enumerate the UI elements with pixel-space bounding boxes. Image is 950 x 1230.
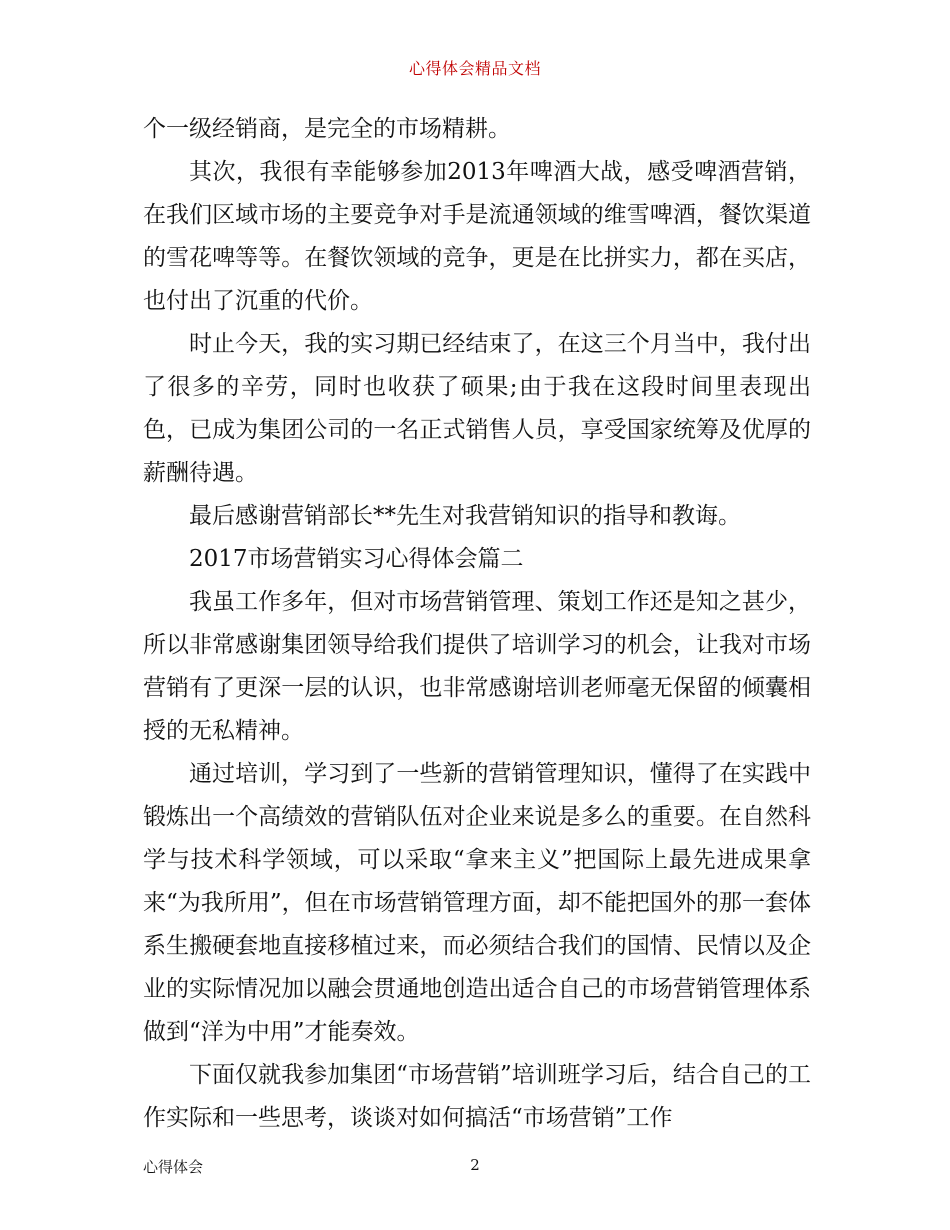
page-number: 2 xyxy=(470,1156,480,1174)
paragraph-reflection: 下面仅就我参加集团“市场营销”培训班学习后，结合自己的工作实际和一些思考，谈谈对如何搞活“市场营销”工作 xyxy=(143,1062,811,1131)
paragraph-continuation: 个一级经销商，是完全的市场精耕。 xyxy=(143,116,511,142)
footer-label: 心得体会 xyxy=(143,1158,204,1176)
paragraph-internship-end: 时止今天，我的实习期已经结束了，在这三个月当中，我付出了很多的辛劳，同时也收获了硕果;由于我在这段时间里表现出色，已成为集团公司的一名正式销售人员，享受国家统筹及优厚的薪酬待遇。 xyxy=(143,331,811,486)
paragraph-thanks: 最后感谢营销部长**先生对我营销知识的指导和教诲。 xyxy=(189,503,741,529)
paragraph-training-intro: 我虽工作多年，但对市场营销管理、策划工作还是知之甚少，所以非常感谢集团领导给我们提供了培训学习的机会，让我对市场营销有了更深一层的认识，也非常感谢培训老师毫无保留的倾囊相授的无私精神。 xyxy=(143,589,811,744)
document-header-title: 心得体会精品文档 xyxy=(408,59,541,78)
document-body xyxy=(143,108,811,1140)
paragraph-beer-war: 其次，我很有幸能够参加2013年啤酒大战，感受啤酒营销，在我们区域市场的主要竞争对手是流通领域的维雪啤酒，餐饮渠道的雪花啤等等。在餐饮领域的竞争，更是在比拼实力，都在买店，也付出了沉重的代价。 xyxy=(143,159,811,314)
paragraph-training-knowledge: 通过培训，学习到了一些新的营销管理知识，懂得了在实践中锻炼出一个高绩效的营销队伍对企业来说是多么的重要。在自然科学与技术科学领域，可以采取“拿来主义”把国际上最先进成果拿来“为我所用”，但在市场营销管理方面，却不能把国外的那一套体系生搬硬套地直接移植过来，而必须结合我们的国情、民情以及企业的实际情况加以融会贯通地创造出适合自己的市场营销管理体系做到“洋为中用”才能奏效。 xyxy=(143,761,811,1045)
section-heading: 2017市场营销实习心得体会篇二 xyxy=(189,546,524,572)
